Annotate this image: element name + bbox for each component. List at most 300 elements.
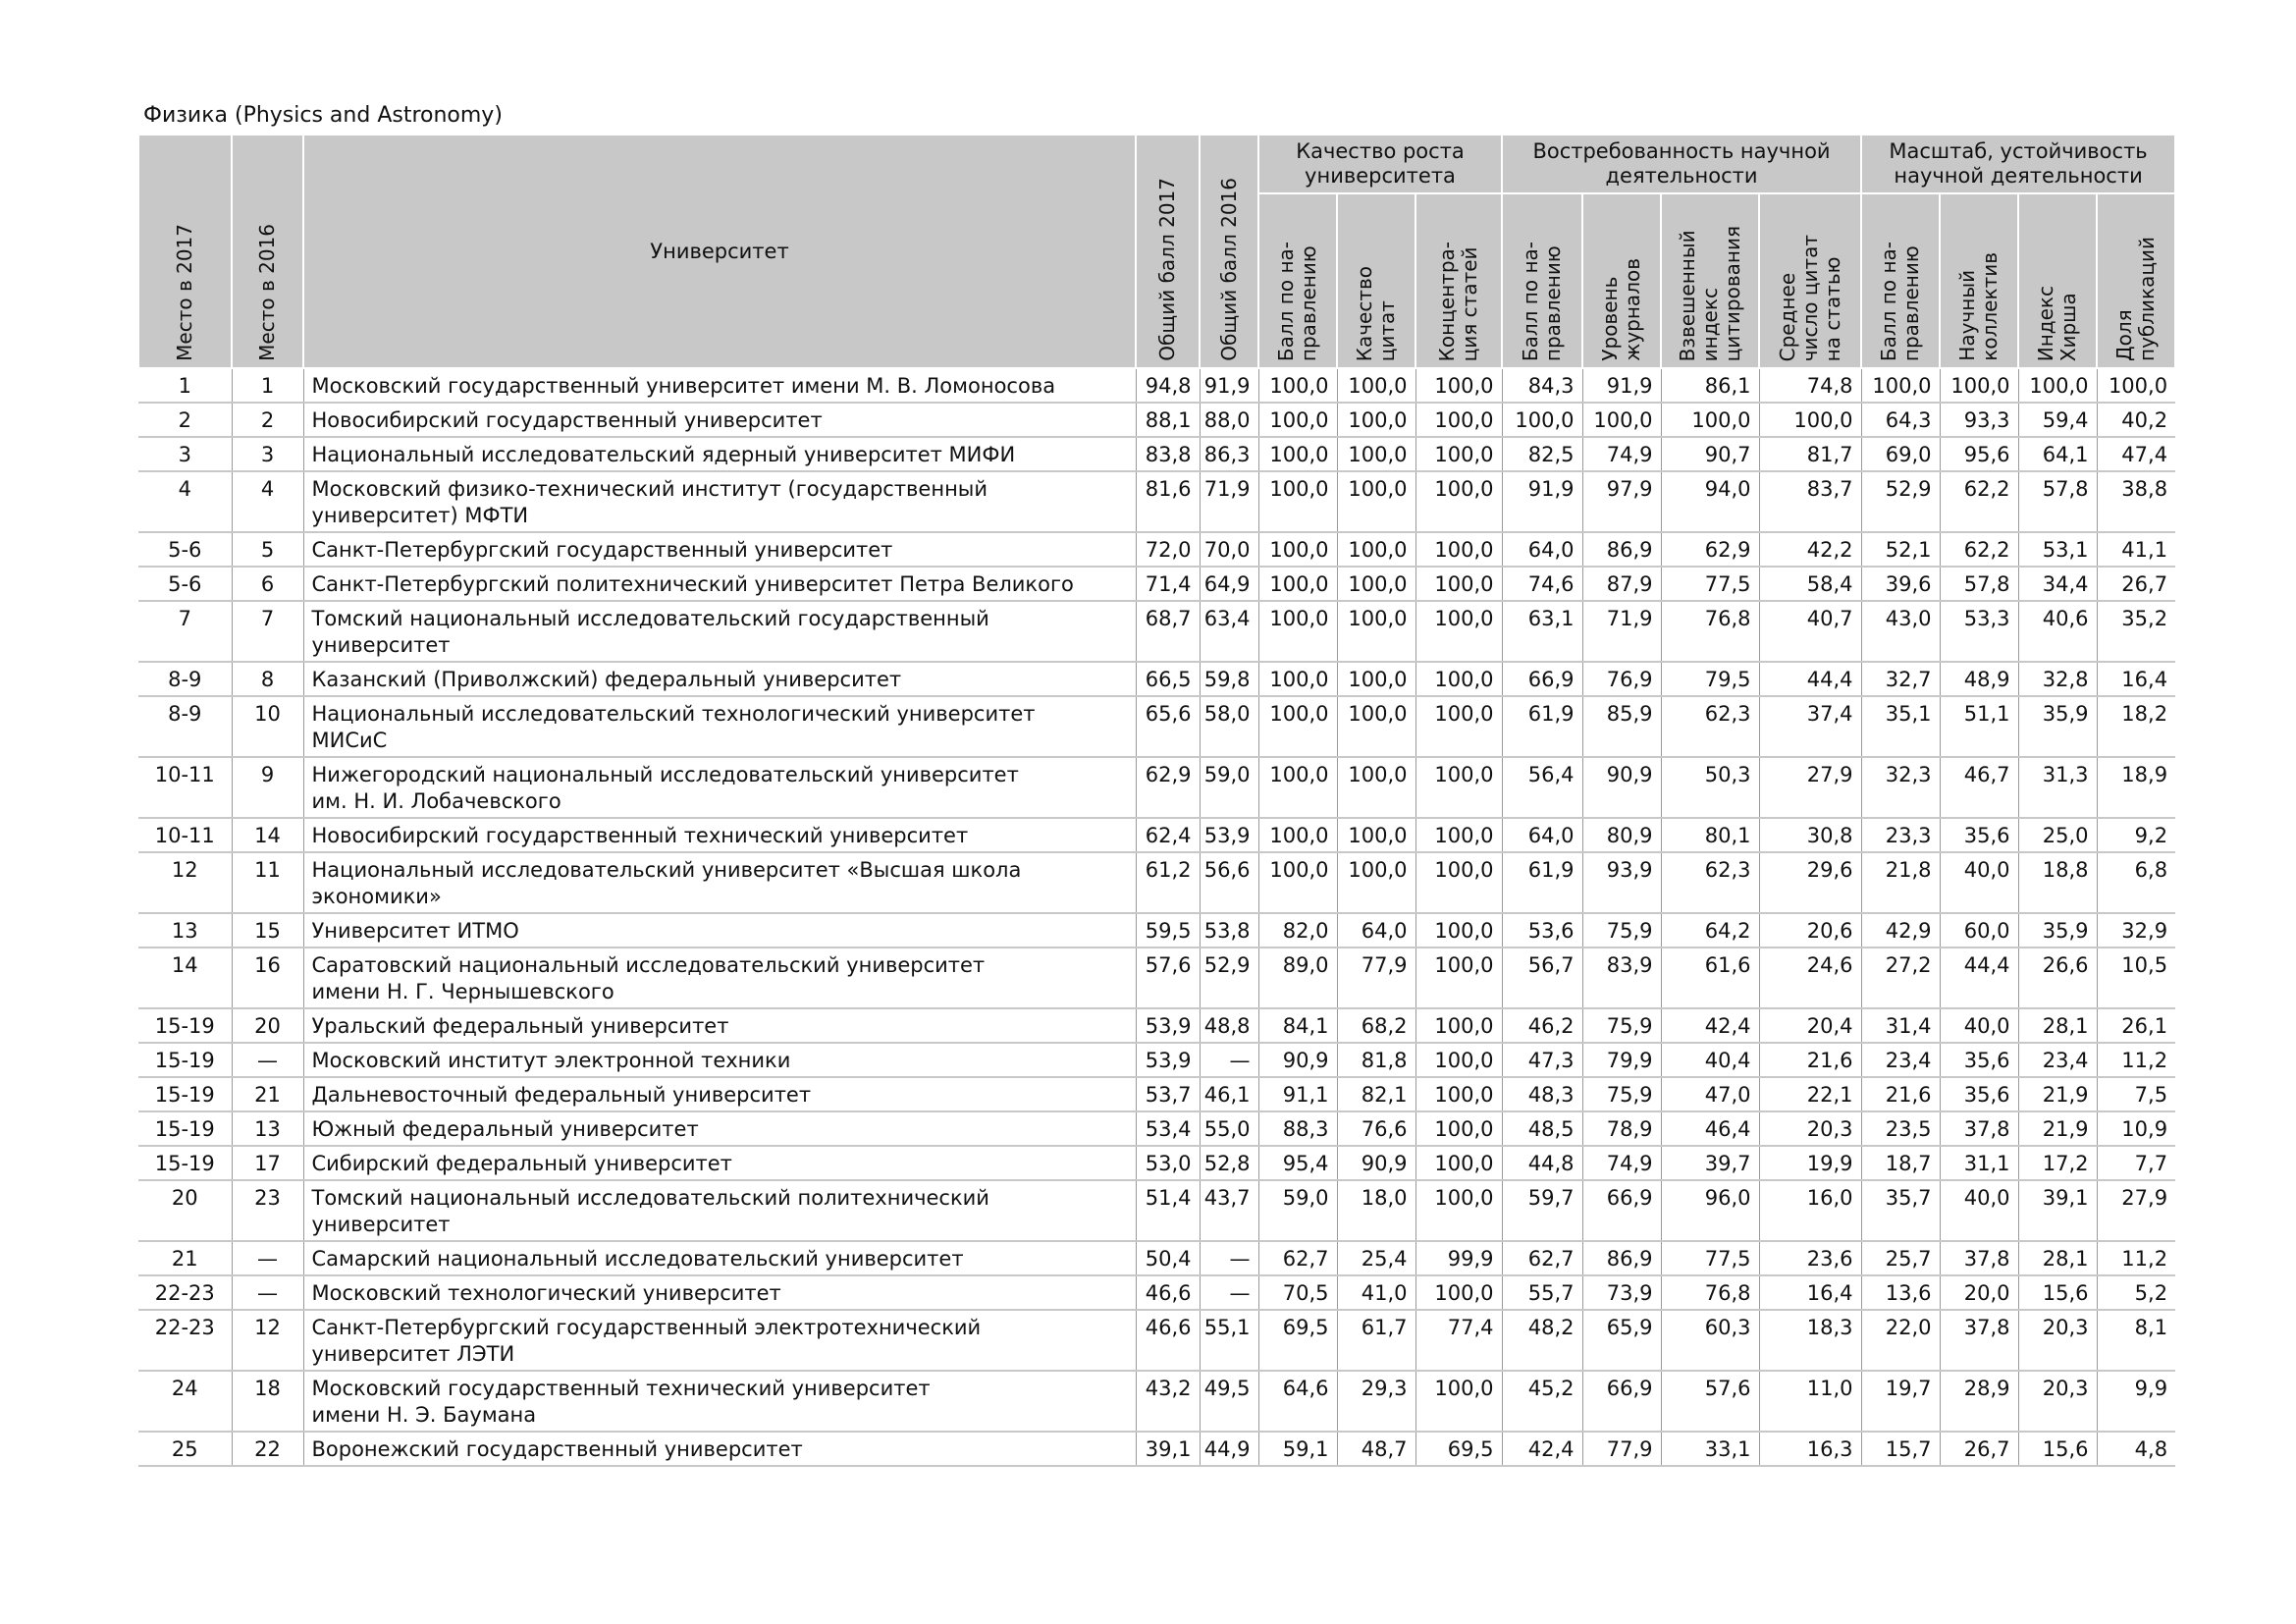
cell-score-2016: 64,9 <box>1200 567 1258 601</box>
cell-scale-team: 31,1 <box>1940 1146 2018 1180</box>
cell-score-2016: 58,0 <box>1200 696 1258 757</box>
cell-demand-avg-citations: 30,8 <box>1759 818 1861 852</box>
cell-scale-team: 57,8 <box>1940 567 2018 601</box>
cell-scale-share: 7,7 <box>2097 1146 2175 1180</box>
cell-score-2017: 62,4 <box>1136 818 1200 852</box>
col-header-rank-2016: Место в 2016 <box>232 135 303 368</box>
cell-rank-2017: 15-19 <box>138 1146 232 1180</box>
table-row <box>138 1275 2175 1310</box>
cell-score-2017: 39,1 <box>1136 1432 1200 1466</box>
cell-quality-citations: 100,0 <box>1337 403 1415 437</box>
cell-score-2016: — <box>1200 1241 1258 1275</box>
cell-score-2017: 53,9 <box>1136 1008 1200 1043</box>
cell-rank-2017: 15-19 <box>138 1008 232 1043</box>
cell-score-2017: 43,2 <box>1136 1371 1200 1432</box>
cell-quality-score: 59,0 <box>1258 1180 1337 1241</box>
cell-rank-2016: 22 <box>232 1432 303 1466</box>
cell-rank-2016: 2 <box>232 403 303 437</box>
cell-demand-weighted-index: 90,7 <box>1661 437 1759 471</box>
cell-score-2016: — <box>1200 1275 1258 1310</box>
cell-demand-score: 82,5 <box>1502 437 1582 471</box>
cell-scale-share: 40,2 <box>2097 403 2175 437</box>
cell-score-2017: 51,4 <box>1136 1180 1200 1241</box>
cell-rank-2016: 15 <box>232 913 303 947</box>
cell-quality-score: 90,9 <box>1258 1043 1337 1077</box>
cell-rank-2017: 5-6 <box>138 567 232 601</box>
cell-score-2017: 65,6 <box>1136 696 1200 757</box>
cell-scale-score: 52,9 <box>1861 471 1940 532</box>
cell-score-2017: 57,6 <box>1136 947 1200 1008</box>
cell-quality-citations: 41,0 <box>1337 1275 1415 1310</box>
cell-rank-2016: 9 <box>232 757 303 818</box>
table-row <box>138 1043 2175 1077</box>
cell-scale-hirsch: 15,6 <box>2018 1275 2097 1310</box>
cell-scale-hirsch: 40,6 <box>2018 601 2097 662</box>
cell-quality-score: 100,0 <box>1258 601 1337 662</box>
cell-demand-avg-citations: 83,7 <box>1759 471 1861 532</box>
cell-score-2017: 53,4 <box>1136 1111 1200 1146</box>
cell-demand-score: 62,7 <box>1502 1241 1582 1275</box>
cell-score-2017: 50,4 <box>1136 1241 1200 1275</box>
cell-scale-score: 23,3 <box>1861 818 1940 852</box>
cell-quality-citations: 48,7 <box>1337 1432 1415 1466</box>
cell-demand-avg-citations: 29,6 <box>1759 852 1861 913</box>
cell-demand-score: 74,6 <box>1502 567 1582 601</box>
cell-quality-concentration: 100,0 <box>1415 852 1502 913</box>
cell-scale-team: 60,0 <box>1940 913 2018 947</box>
cell-demand-weighted-index: 62,3 <box>1661 852 1759 913</box>
cell-demand-journals: 73,9 <box>1582 1275 1661 1310</box>
table-row <box>138 1371 2175 1432</box>
sub-header-2: Концентра- ция статей <box>1415 193 1502 368</box>
cell-demand-avg-citations: 40,7 <box>1759 601 1861 662</box>
cell-quality-score: 100,0 <box>1258 852 1337 913</box>
cell-score-2017: 81,6 <box>1136 471 1200 532</box>
cell-demand-weighted-index: 61,6 <box>1661 947 1759 1008</box>
cell-scale-team: 40,0 <box>1940 1008 2018 1043</box>
cell-university: Воронежский государственный университет <box>303 1432 1136 1466</box>
cell-university: Саратовский национальный исследовательский университет имени Н. Г. Чернышевского <box>303 947 1136 1008</box>
cell-scale-score: 25,7 <box>1861 1241 1940 1275</box>
cell-scale-score: 42,9 <box>1861 913 1940 947</box>
cell-demand-weighted-index: 96,0 <box>1661 1180 1759 1241</box>
cell-rank-2017: 8-9 <box>138 696 232 757</box>
cell-scale-share: 11,2 <box>2097 1043 2175 1077</box>
cell-scale-score: 32,7 <box>1861 662 1940 696</box>
cell-scale-hirsch: 32,8 <box>2018 662 2097 696</box>
col-header-score-2017: Общий балл 2017 <box>1136 135 1200 368</box>
cell-scale-hirsch: 28,1 <box>2018 1008 2097 1043</box>
cell-scale-share: 35,2 <box>2097 601 2175 662</box>
cell-scale-share: 16,4 <box>2097 662 2175 696</box>
cell-demand-score: 64,0 <box>1502 532 1582 567</box>
cell-quality-citations: 100,0 <box>1337 368 1415 403</box>
cell-demand-weighted-index: 42,4 <box>1661 1008 1759 1043</box>
ranking-table <box>137 134 2176 1467</box>
cell-scale-hirsch: 59,4 <box>2018 403 2097 437</box>
cell-score-2017: 61,2 <box>1136 852 1200 913</box>
cell-demand-journals: 75,9 <box>1582 1077 1661 1111</box>
table-row <box>138 437 2175 471</box>
cell-scale-share: 9,2 <box>2097 818 2175 852</box>
cell-quality-score: 100,0 <box>1258 368 1337 403</box>
cell-rank-2016: 8 <box>232 662 303 696</box>
cell-quality-citations: 68,2 <box>1337 1008 1415 1043</box>
cell-demand-score: 66,9 <box>1502 662 1582 696</box>
cell-quality-score: 91,1 <box>1258 1077 1337 1111</box>
cell-scale-share: 10,9 <box>2097 1111 2175 1146</box>
cell-demand-journals: 74,9 <box>1582 1146 1661 1180</box>
cell-scale-share: 6,8 <box>2097 852 2175 913</box>
cell-quality-citations: 64,0 <box>1337 913 1415 947</box>
cell-quality-citations: 77,9 <box>1337 947 1415 1008</box>
sub-header-3: Балл по на- правлению <box>1502 193 1582 368</box>
table-row <box>138 1008 2175 1043</box>
table-row <box>138 601 2175 662</box>
table-row <box>138 532 2175 567</box>
cell-score-2016: 52,8 <box>1200 1146 1258 1180</box>
cell-demand-avg-citations: 20,4 <box>1759 1008 1861 1043</box>
cell-scale-share: 27,9 <box>2097 1180 2175 1241</box>
cell-rank-2017: 15-19 <box>138 1043 232 1077</box>
cell-score-2017: 72,0 <box>1136 532 1200 567</box>
cell-quality-concentration: 100,0 <box>1415 696 1502 757</box>
cell-score-2017: 62,9 <box>1136 757 1200 818</box>
cell-demand-weighted-index: 79,5 <box>1661 662 1759 696</box>
cell-quality-concentration: 100,0 <box>1415 662 1502 696</box>
cell-quality-score: 62,7 <box>1258 1241 1337 1275</box>
cell-demand-avg-citations: 16,3 <box>1759 1432 1861 1466</box>
cell-scale-hirsch: 21,9 <box>2018 1111 2097 1146</box>
cell-scale-hirsch: 18,8 <box>2018 852 2097 913</box>
cell-quality-score: 59,1 <box>1258 1432 1337 1466</box>
cell-score-2016: 53,8 <box>1200 913 1258 947</box>
cell-scale-hirsch: 23,4 <box>2018 1043 2097 1077</box>
cell-score-2017: 71,4 <box>1136 567 1200 601</box>
sub-header-0: Балл по на- правлению <box>1258 193 1337 368</box>
cell-scale-hirsch: 39,1 <box>2018 1180 2097 1241</box>
cell-quality-concentration: 69,5 <box>1415 1432 1502 1466</box>
cell-scale-hirsch: 25,0 <box>2018 818 2097 852</box>
cell-demand-weighted-index: 57,6 <box>1661 1371 1759 1432</box>
cell-demand-avg-citations: 44,4 <box>1759 662 1861 696</box>
sub-header-5: Взвешенный индекс цитирования <box>1661 193 1759 368</box>
cell-quality-score: 64,6 <box>1258 1371 1337 1432</box>
cell-demand-score: 53,6 <box>1502 913 1582 947</box>
cell-university: Санкт-Петербургский государственный университет <box>303 532 1136 567</box>
cell-score-2016: 59,0 <box>1200 757 1258 818</box>
sub-header-7: Балл по на- правлению <box>1861 193 1940 368</box>
cell-university: Национальный исследовательский ядерный университет МИФИ <box>303 437 1136 471</box>
cell-quality-citations: 100,0 <box>1337 696 1415 757</box>
table-row <box>138 1146 2175 1180</box>
cell-demand-avg-citations: 24,6 <box>1759 947 1861 1008</box>
cell-rank-2016: 7 <box>232 601 303 662</box>
cell-demand-journals: 79,9 <box>1582 1043 1661 1077</box>
cell-demand-weighted-index: 39,7 <box>1661 1146 1759 1180</box>
cell-university: Национальный исследовательский университет «Высшая школа экономики» <box>303 852 1136 913</box>
cell-demand-weighted-index: 40,4 <box>1661 1043 1759 1077</box>
cell-university: Томский национальный исследовательский государственный университет <box>303 601 1136 662</box>
cell-rank-2017: 20 <box>138 1180 232 1241</box>
cell-score-2017: 46,6 <box>1136 1275 1200 1310</box>
cell-university: Дальневосточный федеральный университет <box>303 1077 1136 1111</box>
cell-university: Национальный исследовательский технологический университет МИСиС <box>303 696 1136 757</box>
cell-university: Московский государственный технический университет имени Н. Э. Баумана <box>303 1371 1136 1432</box>
cell-scale-team: 37,8 <box>1940 1310 2018 1371</box>
cell-quality-concentration: 100,0 <box>1415 1111 1502 1146</box>
cell-demand-score: 55,7 <box>1502 1275 1582 1310</box>
cell-scale-hirsch: 35,9 <box>2018 696 2097 757</box>
cell-rank-2016: 20 <box>232 1008 303 1043</box>
cell-demand-weighted-index: 33,1 <box>1661 1432 1759 1466</box>
cell-university: Сибирский федеральный университет <box>303 1146 1136 1180</box>
cell-scale-hirsch: 35,9 <box>2018 913 2097 947</box>
cell-demand-journals: 93,9 <box>1582 852 1661 913</box>
cell-scale-hirsch: 34,4 <box>2018 567 2097 601</box>
cell-demand-weighted-index: 46,4 <box>1661 1111 1759 1146</box>
cell-score-2017: 66,5 <box>1136 662 1200 696</box>
cell-scale-team: 95,6 <box>1940 437 2018 471</box>
cell-scale-score: 69,0 <box>1861 437 1940 471</box>
cell-demand-avg-citations: 37,4 <box>1759 696 1861 757</box>
cell-demand-avg-citations: 27,9 <box>1759 757 1861 818</box>
cell-university: Новосибирский государственный университет <box>303 403 1136 437</box>
cell-demand-score: 56,7 <box>1502 947 1582 1008</box>
table-row <box>138 1111 2175 1146</box>
cell-demand-avg-citations: 19,9 <box>1759 1146 1861 1180</box>
cell-rank-2016: 18 <box>232 1371 303 1432</box>
cell-score-2016: 63,4 <box>1200 601 1258 662</box>
table-row <box>138 1432 2175 1466</box>
cell-scale-hirsch: 17,2 <box>2018 1146 2097 1180</box>
cell-score-2016: 44,9 <box>1200 1432 1258 1466</box>
cell-quality-citations: 100,0 <box>1337 532 1415 567</box>
cell-rank-2017: 21 <box>138 1241 232 1275</box>
cell-scale-score: 23,4 <box>1861 1043 1940 1077</box>
cell-university: Московский технологический университет <box>303 1275 1136 1310</box>
cell-quality-concentration: 100,0 <box>1415 1146 1502 1180</box>
cell-rank-2017: 3 <box>138 437 232 471</box>
cell-demand-journals: 65,9 <box>1582 1310 1661 1371</box>
cell-quality-score: 100,0 <box>1258 403 1337 437</box>
cell-demand-score: 47,3 <box>1502 1043 1582 1077</box>
sub-header-10: Доля публикаций <box>2097 193 2175 368</box>
cell-scale-score: 23,5 <box>1861 1111 1940 1146</box>
cell-score-2016: 71,9 <box>1200 471 1258 532</box>
cell-demand-avg-citations: 11,0 <box>1759 1371 1861 1432</box>
cell-quality-citations: 25,4 <box>1337 1241 1415 1275</box>
cell-quality-citations: 76,6 <box>1337 1111 1415 1146</box>
cell-rank-2016: 13 <box>232 1111 303 1146</box>
cell-demand-avg-citations: 20,6 <box>1759 913 1861 947</box>
table-row <box>138 662 2175 696</box>
cell-score-2017: 46,6 <box>1136 1310 1200 1371</box>
cell-scale-team: 28,9 <box>1940 1371 2018 1432</box>
cell-demand-avg-citations: 42,2 <box>1759 532 1861 567</box>
cell-score-2016: 52,9 <box>1200 947 1258 1008</box>
table-row <box>138 818 2175 852</box>
cell-quality-concentration: 100,0 <box>1415 818 1502 852</box>
cell-rank-2016: 21 <box>232 1077 303 1111</box>
cell-quality-concentration: 100,0 <box>1415 757 1502 818</box>
cell-scale-share: 32,9 <box>2097 913 2175 947</box>
cell-demand-avg-citations: 22,1 <box>1759 1077 1861 1111</box>
cell-score-2016: 43,7 <box>1200 1180 1258 1241</box>
cell-score-2016: 53,9 <box>1200 818 1258 852</box>
cell-demand-avg-citations: 74,8 <box>1759 368 1861 403</box>
cell-quality-score: 100,0 <box>1258 471 1337 532</box>
cell-rank-2016: — <box>232 1043 303 1077</box>
cell-quality-concentration: 99,9 <box>1415 1241 1502 1275</box>
cell-quality-concentration: 100,0 <box>1415 1275 1502 1310</box>
cell-quality-score: 82,0 <box>1258 913 1337 947</box>
cell-scale-hirsch: 57,8 <box>2018 471 2097 532</box>
cell-quality-citations: 100,0 <box>1337 757 1415 818</box>
cell-score-2016: 56,6 <box>1200 852 1258 913</box>
cell-scale-share: 26,1 <box>2097 1008 2175 1043</box>
cell-demand-weighted-index: 77,5 <box>1661 567 1759 601</box>
cell-quality-concentration: 100,0 <box>1415 947 1502 1008</box>
cell-demand-journals: 87,9 <box>1582 567 1661 601</box>
cell-quality-citations: 90,9 <box>1337 1146 1415 1180</box>
table-row <box>138 757 2175 818</box>
cell-demand-avg-citations: 16,4 <box>1759 1275 1861 1310</box>
cell-quality-citations: 61,7 <box>1337 1310 1415 1371</box>
cell-demand-journals: 97,9 <box>1582 471 1661 532</box>
cell-scale-share: 4,8 <box>2097 1432 2175 1466</box>
cell-quality-citations: 81,8 <box>1337 1043 1415 1077</box>
cell-rank-2017: 15-19 <box>138 1077 232 1111</box>
cell-rank-2016: 14 <box>232 818 303 852</box>
cell-quality-score: 100,0 <box>1258 532 1337 567</box>
cell-demand-journals: 91,9 <box>1582 368 1661 403</box>
cell-university: Московский государственный университет имени М. В. Ломоносова <box>303 368 1136 403</box>
cell-quality-concentration: 100,0 <box>1415 1043 1502 1077</box>
cell-rank-2017: 10-11 <box>138 757 232 818</box>
cell-score-2016: 86,3 <box>1200 437 1258 471</box>
cell-university: Южный федеральный университет <box>303 1111 1136 1146</box>
cell-rank-2016: 4 <box>232 471 303 532</box>
cell-score-2017: 88,1 <box>1136 403 1200 437</box>
cell-scale-share: 5,2 <box>2097 1275 2175 1310</box>
cell-university: Казанский (Приволжский) федеральный университет <box>303 662 1136 696</box>
cell-demand-score: 46,2 <box>1502 1008 1582 1043</box>
cell-quality-score: 100,0 <box>1258 696 1337 757</box>
cell-scale-score: 27,2 <box>1861 947 1940 1008</box>
cell-demand-weighted-index: 50,3 <box>1661 757 1759 818</box>
cell-quality-concentration: 100,0 <box>1415 368 1502 403</box>
cell-quality-score: 88,3 <box>1258 1111 1337 1146</box>
cell-scale-team: 53,3 <box>1940 601 2018 662</box>
cell-score-2017: 59,5 <box>1136 913 1200 947</box>
cell-scale-team: 46,7 <box>1940 757 2018 818</box>
cell-scale-score: 43,0 <box>1861 601 1940 662</box>
cell-rank-2016: 6 <box>232 567 303 601</box>
group-header-demand: Востребованность научной деятельности <box>1502 135 1861 193</box>
cell-university: Нижегородский национальный исследовательский университет им. Н. И. Лобачевского <box>303 757 1136 818</box>
cell-rank-2017: 7 <box>138 601 232 662</box>
cell-score-2016: 88,0 <box>1200 403 1258 437</box>
cell-scale-team: 26,7 <box>1940 1432 2018 1466</box>
cell-scale-hirsch: 15,6 <box>2018 1432 2097 1466</box>
cell-scale-share: 38,8 <box>2097 471 2175 532</box>
cell-university: Новосибирский государственный технический университет <box>303 818 1136 852</box>
sub-header-1: Качество цитат <box>1337 193 1415 368</box>
cell-scale-team: 44,4 <box>1940 947 2018 1008</box>
col-header-score-2016: Общий балл 2016 <box>1200 135 1258 368</box>
cell-demand-journals: 75,9 <box>1582 913 1661 947</box>
cell-score-2017: 53,9 <box>1136 1043 1200 1077</box>
cell-quality-citations: 100,0 <box>1337 471 1415 532</box>
cell-quality-score: 84,1 <box>1258 1008 1337 1043</box>
cell-quality-concentration: 77,4 <box>1415 1310 1502 1371</box>
table-row <box>138 368 2175 403</box>
cell-demand-journals: 90,9 <box>1582 757 1661 818</box>
cell-scale-share: 100,0 <box>2097 368 2175 403</box>
cell-scale-share: 10,5 <box>2097 947 2175 1008</box>
cell-demand-score: 45,2 <box>1502 1371 1582 1432</box>
cell-scale-score: 21,8 <box>1861 852 1940 913</box>
cell-score-2016: 70,0 <box>1200 532 1258 567</box>
cell-scale-team: 35,6 <box>1940 1043 2018 1077</box>
cell-score-2016: 91,9 <box>1200 368 1258 403</box>
table-row <box>138 471 2175 532</box>
cell-demand-avg-citations: 16,0 <box>1759 1180 1861 1241</box>
cell-demand-journals: 78,9 <box>1582 1111 1661 1146</box>
cell-university: Московский физико-технический институт (государственный университет) МФТИ <box>303 471 1136 532</box>
cell-scale-hirsch: 26,6 <box>2018 947 2097 1008</box>
cell-demand-journals: 86,9 <box>1582 1241 1661 1275</box>
table-row <box>138 947 2175 1008</box>
cell-rank-2016: — <box>232 1241 303 1275</box>
cell-scale-team: 20,0 <box>1940 1275 2018 1310</box>
cell-demand-weighted-index: 80,1 <box>1661 818 1759 852</box>
cell-quality-citations: 18,0 <box>1337 1180 1415 1241</box>
cell-quality-score: 100,0 <box>1258 757 1337 818</box>
cell-scale-share: 7,5 <box>2097 1077 2175 1111</box>
cell-demand-score: 63,1 <box>1502 601 1582 662</box>
cell-rank-2016: 12 <box>232 1310 303 1371</box>
cell-demand-journals: 85,9 <box>1582 696 1661 757</box>
cell-scale-score: 18,7 <box>1861 1146 1940 1180</box>
cell-demand-journals: 71,9 <box>1582 601 1661 662</box>
cell-demand-weighted-index: 77,5 <box>1661 1241 1759 1275</box>
cell-demand-journals: 86,9 <box>1582 532 1661 567</box>
cell-demand-journals: 75,9 <box>1582 1008 1661 1043</box>
cell-scale-team: 48,9 <box>1940 662 2018 696</box>
cell-scale-share: 18,9 <box>2097 757 2175 818</box>
cell-quality-concentration: 100,0 <box>1415 1008 1502 1043</box>
cell-demand-score: 44,8 <box>1502 1146 1582 1180</box>
cell-rank-2017: 24 <box>138 1371 232 1432</box>
cell-score-2017: 53,7 <box>1136 1077 1200 1111</box>
cell-demand-journals: 74,9 <box>1582 437 1661 471</box>
cell-scale-score: 19,7 <box>1861 1371 1940 1432</box>
cell-quality-score: 100,0 <box>1258 567 1337 601</box>
cell-scale-score: 21,6 <box>1861 1077 1940 1111</box>
cell-rank-2017: 22-23 <box>138 1275 232 1310</box>
cell-scale-share: 26,7 <box>2097 567 2175 601</box>
cell-rank-2016: — <box>232 1275 303 1310</box>
cell-quality-score: 70,5 <box>1258 1275 1337 1310</box>
sub-header-6: Среднее число цитат на статью <box>1759 193 1861 368</box>
cell-demand-score: 56,4 <box>1502 757 1582 818</box>
cell-rank-2017: 22-23 <box>138 1310 232 1371</box>
cell-rank-2017: 8-9 <box>138 662 232 696</box>
cell-university: Томский национальный исследовательский политехнический университет <box>303 1180 1136 1241</box>
cell-rank-2017: 15-19 <box>138 1111 232 1146</box>
